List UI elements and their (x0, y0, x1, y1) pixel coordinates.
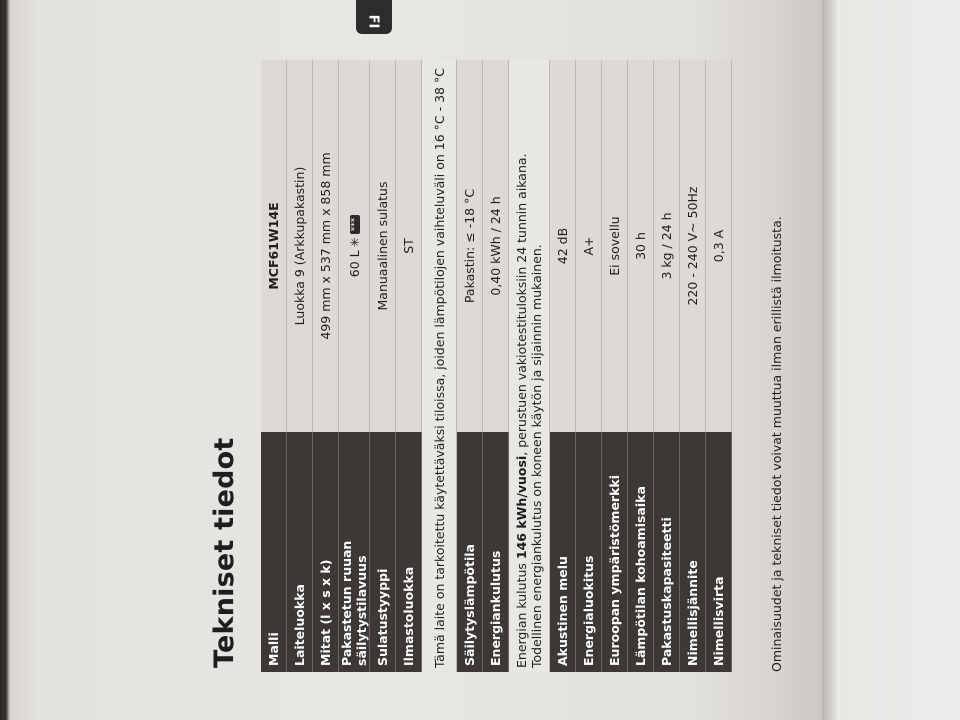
spec-value: 0,3 A (706, 60, 732, 432)
climate-note-row (422, 60, 457, 672)
language-tab (356, 0, 392, 34)
spec-row (287, 60, 313, 672)
spec-value: ST (396, 60, 422, 432)
energy-note (509, 60, 550, 672)
spec-label: Mitat (l x s x k) (313, 432, 339, 672)
volume-value: 60 L (346, 250, 362, 278)
energy-note-prefix: Energian kulutus (514, 559, 529, 668)
spec-value: 3 kg / 24 h (654, 60, 680, 432)
energy-note-row (509, 60, 550, 672)
spec-row (261, 60, 287, 672)
spec-row (339, 60, 370, 672)
spec-label: Akustinen melu (550, 432, 576, 672)
snowflake-icon: ✳ (347, 237, 362, 248)
climate-note: Tämä laite on tarkoitettu käytettäväksi tiloissa, joiden lämpötilojen vaihteluväli on 16 °C - 38 °C (422, 60, 457, 672)
spec-row (550, 60, 576, 672)
spec-value: Luokka 9 (Arkkupakastin) (287, 60, 313, 432)
spec-value: Ei sovellu (602, 60, 628, 432)
spec-value: MCF61W14E (261, 60, 287, 432)
spec-label: Pakastuskapasiteetti (654, 432, 680, 672)
spec-label: Ilmastoluokka (396, 432, 422, 672)
energy-note-annual: 146 kWh/vuosi (514, 455, 529, 560)
spec-value: 499 mm x 537 mm x 858 mm (313, 60, 339, 432)
spec-row (628, 60, 654, 672)
spec-table (261, 60, 732, 672)
energy-note-suffix: , perustuen vakiotestituloksiin 24 tunnin aikana. (514, 153, 529, 456)
spec-label: Nimellisvirta (706, 432, 732, 672)
spec-label: Sulatustyyppi (370, 432, 396, 672)
spec-row (370, 60, 396, 672)
spec-label: Nimellisjännite (680, 432, 706, 672)
spec-label: Energiankulutus (483, 432, 509, 672)
spec-value: Pakastin: ≤ -18 °C (457, 60, 483, 432)
spec-value: Manuaalinen sulatus (370, 60, 396, 432)
spec-row (654, 60, 680, 672)
spec-row (706, 60, 732, 672)
book-binding (822, 0, 840, 720)
spec-label: Lämpötilan kohoamisaika (628, 432, 654, 672)
spec-label: Säilytyslämpötila (457, 432, 483, 672)
spec-label: Laiteluokka (287, 432, 313, 672)
spec-row (313, 60, 339, 672)
spec-value: 220 - 240 V~ 50Hz (680, 60, 706, 432)
spec-row (602, 60, 628, 672)
footer-disclaimer: Ominaisuudet ja tekniset tiedot voivat muuttua ilman erillistä ilmoitusta. (769, 216, 784, 672)
spec-row (680, 60, 706, 672)
language-tab-label: FI (365, 14, 381, 29)
spec-value (339, 60, 370, 432)
freezer-star-rating-icon: *** (350, 215, 360, 235)
spec-label: Euroopan ympäristömerkki (602, 432, 628, 672)
spec-label: Pakastetun ruuan säilytystilavuus (339, 432, 370, 672)
spec-row (576, 60, 602, 672)
page-title: Tekniset tiedot (209, 437, 240, 668)
energy-note-line2: Todellinen energiankulutus on koneen käytön ja sijainnin mukainen. (529, 244, 544, 668)
spec-label: Malli (261, 432, 287, 672)
spec-value: A+ (576, 60, 602, 432)
spec-row (396, 60, 422, 672)
spec-row (457, 60, 483, 672)
spec-label: Energialuokitus (576, 432, 602, 672)
spec-page (183, 48, 789, 688)
spec-row (483, 60, 509, 672)
spec-value: 0,40 kWh / 24 h (483, 60, 509, 432)
spec-value: 42 dB (550, 60, 576, 432)
spec-value: 30 h (628, 60, 654, 432)
